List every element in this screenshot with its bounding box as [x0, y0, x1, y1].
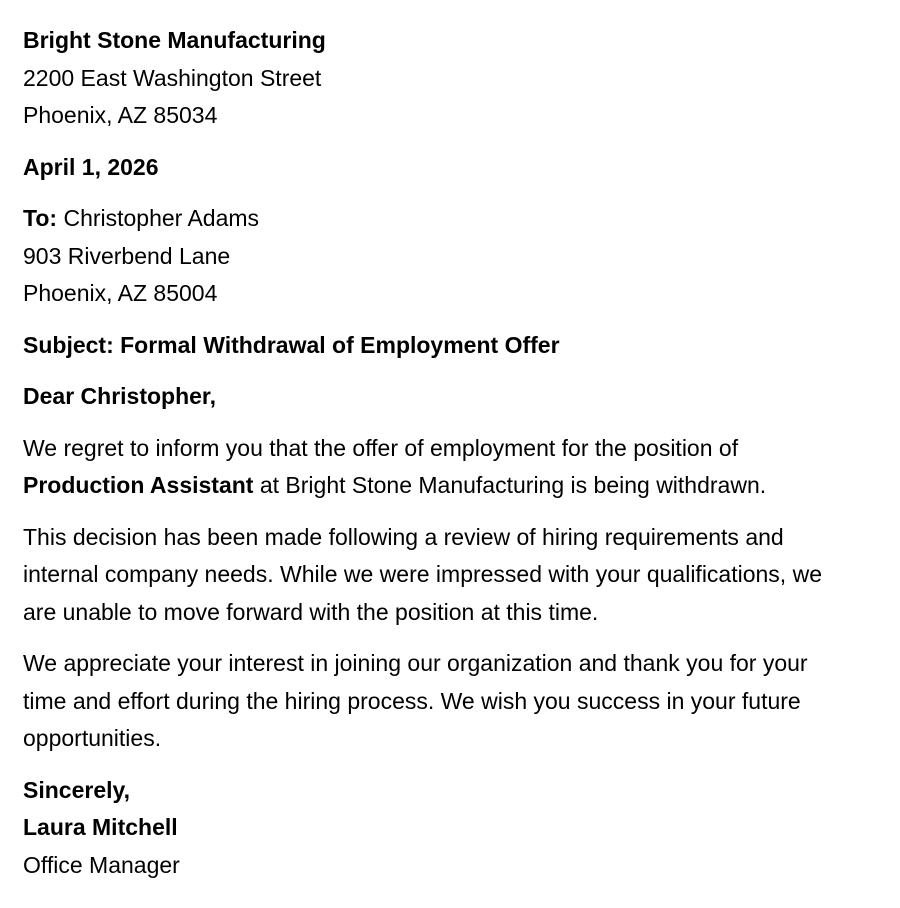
letter-date: April 1, 2026 — [23, 153, 159, 180]
sender-address-line1: 2200 East Washington Street — [23, 64, 322, 91]
body-paragraph-1-text-after: at Bright Stone Manufacturing is being withdrawn. — [253, 472, 767, 498]
salutation: Dear Christopher, — [23, 383, 216, 409]
recipient-address-line1: 903 Riverbend Lane — [23, 242, 231, 269]
body-paragraph-1 — [23, 430, 838, 505]
body-paragraph-1-text-before: We regret to inform you that the offer of employment for the position of — [23, 434, 739, 461]
closing-signoff: Sincerely, — [23, 776, 130, 803]
body-paragraph-1-bold-text: Production Assistant — [23, 472, 254, 498]
body-paragraph-3: We appreciate your interest in joining our organization and thank you for your time and effort during the hiring process. We wish you success in your future opportunities. — [23, 650, 808, 751]
closing-name: Laura Mitchell — [23, 814, 178, 840]
sender-company: Bright Stone Manufacturing — [23, 27, 326, 53]
sender-address-line2: Phoenix, AZ 85034 — [23, 102, 218, 128]
recipient-block — [23, 200, 860, 313]
body-paragraph-2: This decision has been made following a review of hiring requirements and internal company needs. While we were impressed with your qualifications, we are unable to move forward with the position at this time. — [23, 523, 822, 625]
sender-block — [23, 22, 860, 135]
recipient-name-line — [23, 200, 838, 238]
closing-title: Office Manager — [23, 851, 180, 878]
recipient-to-label: To: — [23, 205, 58, 231]
subject-line: Subject: Formal Withdrawal of Employment Offer — [23, 331, 560, 358]
recipient-address-line2: Phoenix, AZ 85004 — [23, 280, 218, 306]
closing-block — [23, 772, 860, 885]
recipient-name: Christopher Adams — [63, 205, 260, 231]
